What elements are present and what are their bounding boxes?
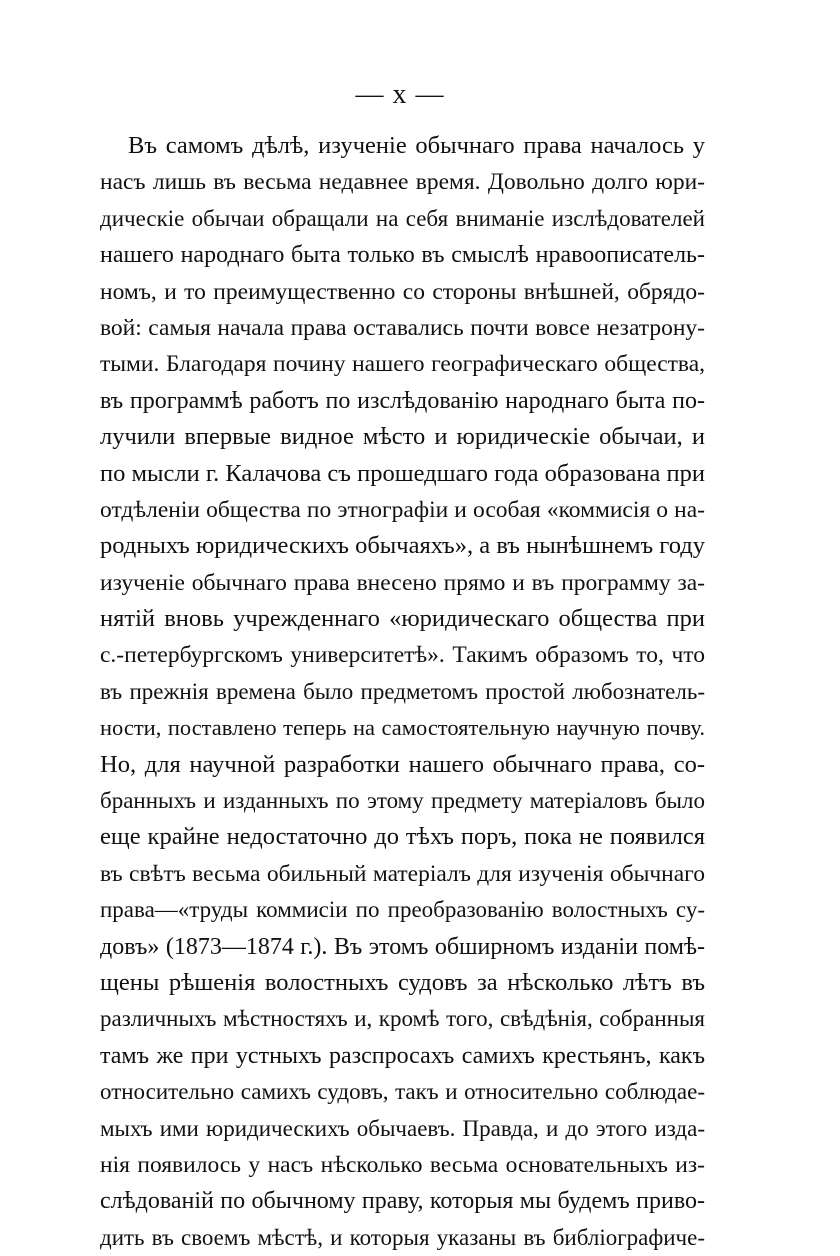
text-line: въ свѣтъ весьма обильный матеріалъ для изученія обычнаго xyxy=(100,860,705,887)
text-line: изученіе обычнаго права внесено прямо и въ программу за- xyxy=(100,569,705,596)
text-line: довъ» (1873—1874 г.). Въ этомъ обширномъ изданіи помѣ- xyxy=(100,933,705,960)
text-line: мыхъ ими юридическихъ обычаевъ. Правда, и до этого изда- xyxy=(100,1115,705,1141)
text-line: различныхъ мѣстностяхъ и, кромѣ того, свѣдѣнія, собранныя xyxy=(100,1006,705,1032)
text-line: въ программѣ работъ по изслѣдованію народнаго быта по- xyxy=(100,387,705,414)
text-line: тыми. Благодаря почину нашего географическаго общества, xyxy=(100,351,705,378)
text-line: вой: самыя начала права оставались почти вовсе незатрону- xyxy=(100,314,705,341)
text-line: еще крайне недостаточно до тѣхъ поръ, пока не появился xyxy=(100,823,705,851)
text-line: слѣдованій по обычному праву, которыя мы будемъ приво- xyxy=(100,1188,705,1215)
text-line: Но, для научной разработки нашего обычнаго права, со- xyxy=(100,750,705,778)
text-line: родныхъ юридическихъ обычаяхъ», а въ нынѣшнемъ году xyxy=(100,532,705,560)
page-number: — x — xyxy=(355,79,445,110)
text-line: дическіе обычаи обращали на себя вниманіе изслѣдователей xyxy=(100,205,705,231)
text-line: тамъ же при устныхъ разспросахъ самихъ крестьянъ, какъ xyxy=(100,1042,705,1069)
text-line: номъ, и то преимущественно со стороны внѣшней, обрядо- xyxy=(100,278,705,305)
text-line: по мысли г. Калачова съ прошедшаго года образована при xyxy=(100,459,705,487)
text-line: бранныхъ и изданныхъ по этому предмету матеріаловъ было xyxy=(100,788,705,814)
text-line: ности, поставлено теперь на самостоятельную научную почву. xyxy=(100,715,705,741)
text-line: лучили впервые видное мѣсто и юридическіе обычаи, и xyxy=(100,423,705,451)
text-line: насъ лишь въ весьма недавнее время. Довольно долго юри- xyxy=(100,169,705,196)
text-line: нятій вновь учрежденнаго «юридическаго общества при xyxy=(100,605,705,633)
text-line: дить въ своемъ мѣстѣ, и которыя указаны въ библіографиче- xyxy=(100,1224,705,1250)
text-line: щены рѣшенія волостныхъ судовъ за нѣсколько лѣтъ въ xyxy=(100,968,705,996)
text-line: Въ самомъ дѣлѣ, изученіе обычнаго права началось у xyxy=(128,132,705,159)
text-line: с.-петербургскомъ университетѣ». Такимъ образомъ то, что xyxy=(100,642,705,669)
text-line: отдѣленіи общества по этнографіи и особая «коммисія о на- xyxy=(100,496,705,523)
text-line: права—«труды коммисіи по преобразованію волостныхъ су- xyxy=(100,897,705,923)
text-line: въ прежнія времена было предметомъ простой любознатель- xyxy=(100,678,705,704)
text-line: нія появилось у насъ нѣсколько весьма основательныхъ из- xyxy=(100,1151,705,1178)
body-text xyxy=(100,128,705,1256)
text-line: относительно самихъ судовъ, такъ и относительно соблюдае- xyxy=(100,1079,705,1105)
text-line: нашего народнаго быта только въ смыслѣ нравоописатель- xyxy=(100,242,705,269)
